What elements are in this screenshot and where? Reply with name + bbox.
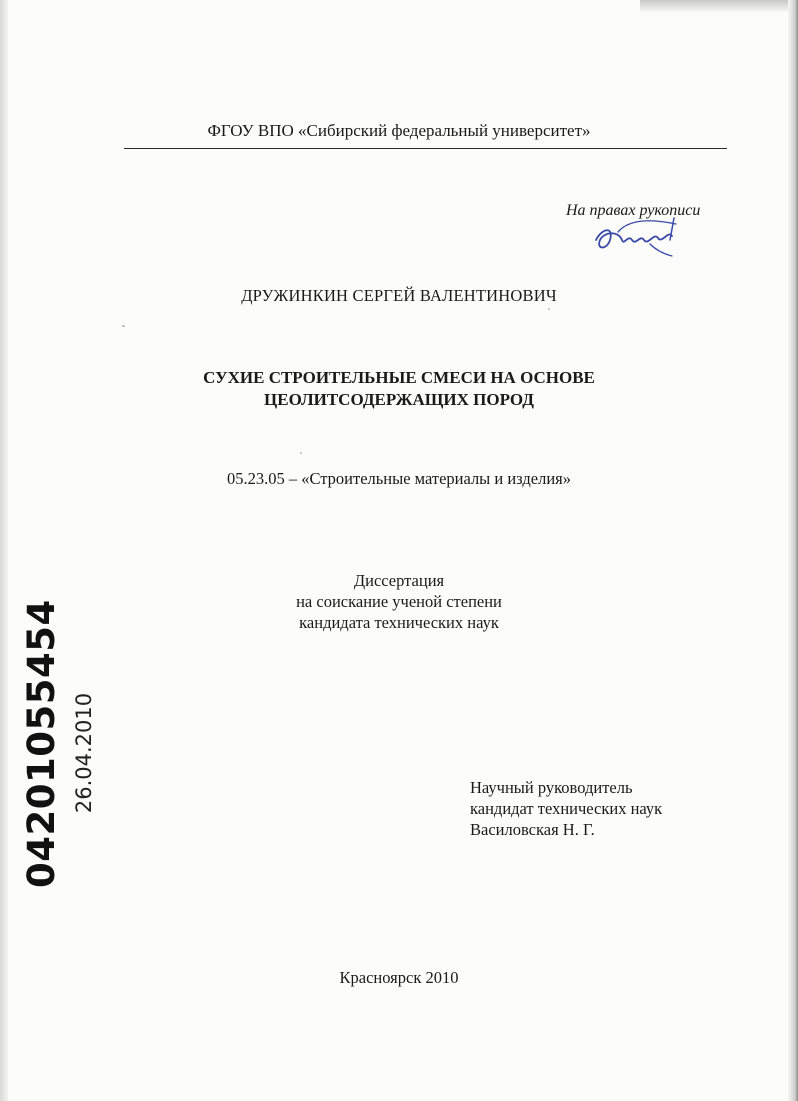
supervisor-line: кандидат технических наук (470, 799, 663, 818)
dissertation-title (0, 367, 798, 411)
specialty-code: 05.23.05 – «Строительные материалы и изделия» (226, 469, 572, 488)
signature-icon (588, 210, 698, 260)
scan-shadow-top (640, 0, 798, 12)
author-name: ДРУЖИНКИН СЕРГЕЙ ВАЛЕНТИНОВИЧ (241, 286, 557, 305)
scan-speck (300, 452, 302, 454)
supervisor-block (470, 777, 662, 840)
scan-shadow-left (0, 0, 8, 1101)
city-year: Красноярск 2010 (339, 968, 459, 987)
degree-line: кандидата технических наук (299, 613, 499, 632)
scan-speck (122, 325, 125, 327)
university-name: ФГОУ ВПО «Сибирский федеральный университет» (207, 121, 591, 140)
supervisor-line: Научный руководитель (470, 778, 633, 797)
registration-stamp (18, 599, 100, 888)
stamp-date: 26.04.2010 (72, 692, 96, 814)
degree-statement (0, 570, 798, 633)
degree-line: Диссертация (353, 571, 445, 590)
degree-line: на соискание ученой степени (296, 592, 502, 611)
stamp-number: 04201055454 (20, 599, 63, 888)
scan-shadow-right (788, 0, 798, 1101)
title-line: СУХИЕ СТРОИТЕЛЬНЫЕ СМЕСИ НА ОСНОВЕ (203, 368, 595, 387)
supervisor-line: Василовская Н. Г. (470, 820, 595, 839)
title-line: ЦЕОЛИТСОДЕРЖАЩИХ ПОРОД (264, 390, 534, 409)
scan-speck (548, 308, 550, 310)
header-rule (124, 148, 727, 149)
manuscript-note: На правах рукописи (566, 202, 701, 219)
